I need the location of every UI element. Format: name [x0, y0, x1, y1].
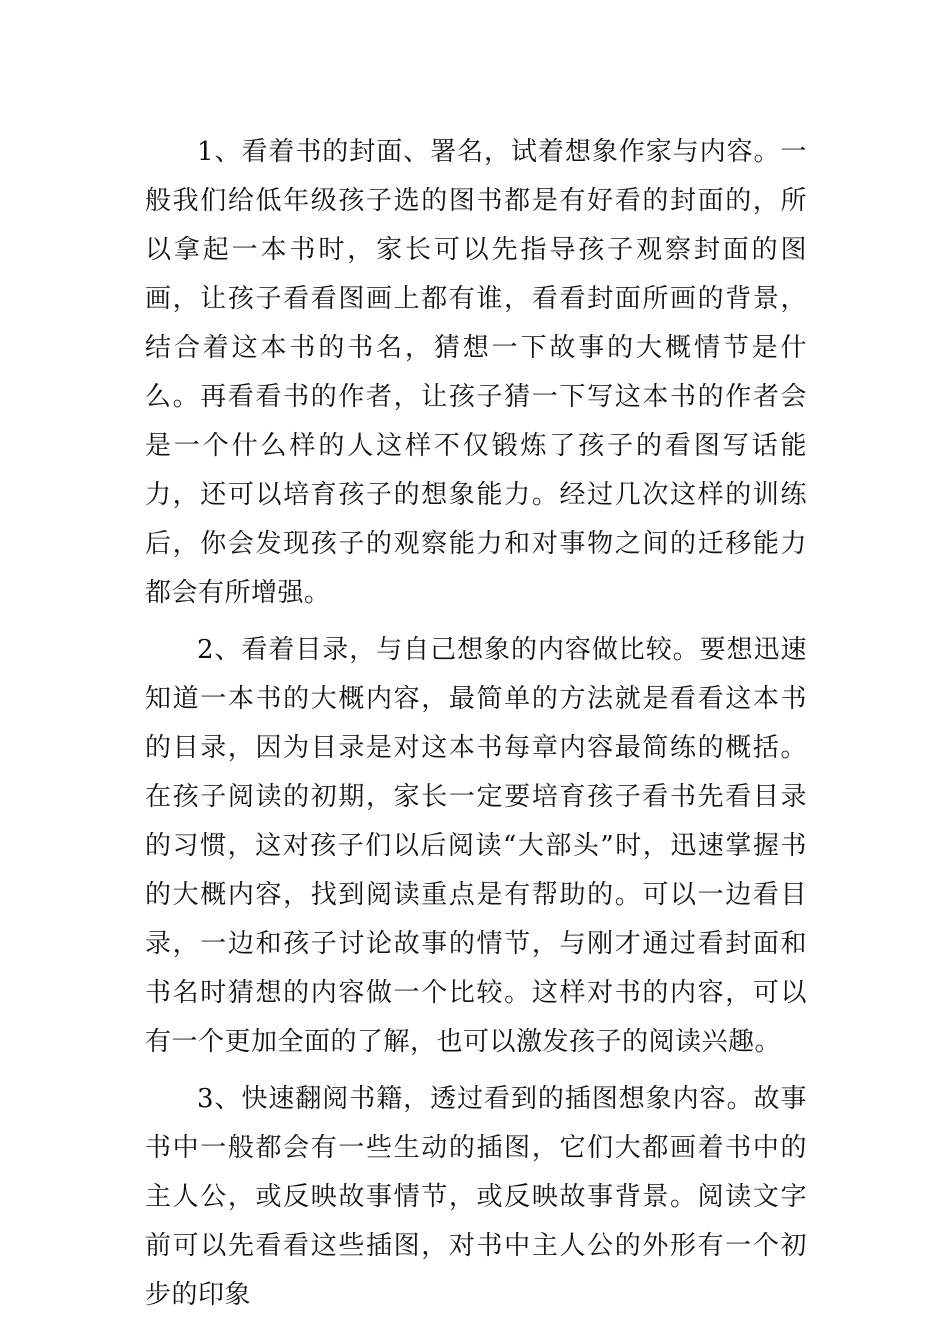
document-body [145, 128, 807, 1328]
paragraph-1: 1、看着书的封面、署名，试着想象作家与内容。一般我们给低年级孩子选的图书都是有好看的封面的，所以拿起一本书时，家长可以先指导孩子观察封面的图画，让孩子看看图画上都有谁，看看封面所画的背景，结合着这本书的书名，猜想一下故事的大概情节是什么。再看看书的作者，让孩子猜一下写这本书的作者会是一个什么样的人这样不仅锻炼了孩子的看图写话能力，还可以培育孩子的想象能力。经过几次这样的训练后，你会发现孩子的观察能力和对事物之间的迁移能力都会有所增强。 [145, 137, 807, 608]
paragraph-2: 2、看着目录，与自己想象的内容做比较。要想迅速知道一本书的大概内容，最简单的方法就是看看这本书的目录，因为目录是对这本书每章内容最简练的概括。在孩子阅读的初期，家长一定要培育孩子看书先看目录的习惯，这对孩子们以后阅读“大部头”时，迅速掌握书的大概内容，找到阅读重点是有帮助的。可以一边看目录，一边和孩子讨论故事的情节，与刚才通过看封面和书名时猜想的内容做一个比较。这样对书的内容，可以有一个更加全面的了解，也可以激发孩子的阅读兴趣。 [145, 635, 807, 1057]
paragraph-3: 3、快速翻阅书籍，透过看到的插图想象内容。故事书中一般都会有一些生动的插图，它们大都画着书中的主人公，或反映故事情节，或反映故事背景。阅读文字前可以先看看这些插图，对书中主人公的外形有一个初步的印象 [145, 1084, 807, 1310]
